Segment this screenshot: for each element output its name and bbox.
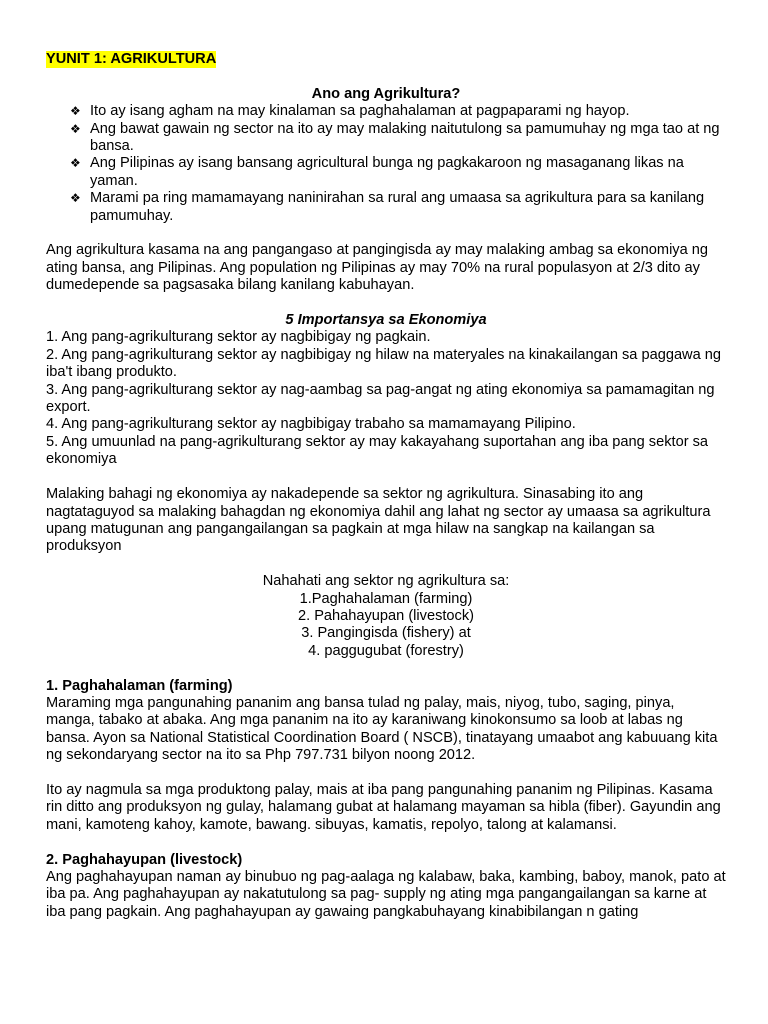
list-item: 1. Ang pang-agrikulturang sektor ay nagbibigay ng pagkain. bbox=[46, 329, 431, 346]
section-heading-ano-ang-agrikultura: Ano ang Agrikultura? bbox=[311, 85, 461, 102]
list-item: 5. Ang umuunlad na pang-agrikulturang sektor ay may kakayahang suportahan ang iba pang sektor sa ekonomiya bbox=[46, 433, 709, 468]
division-block bbox=[46, 573, 726, 660]
paragraph-livestock: Ang paghahayupan naman ay binubuo ng pag-aalaga ng kalabaw, baka, kambing, baboy, manok, pato at iba pa. Ang paghahayupan ay nakatutulong sa pag- supply ng ating mga pangangailangan sa karne at iba pang pagkain. Ang paghahayupan ay gawaing pangkabuhayang kinabibilangan n gating bbox=[46, 868, 726, 920]
bullet-text: Ito ay isang agham na may kinalaman sa paghahalaman at pagpaparami ng hayop. bbox=[90, 103, 630, 120]
section-heading-importansya: 5 Importansya sa Ekonomiya bbox=[285, 312, 487, 329]
bullet-text: Ang Pilipinas ay isang bansang agricultural bunga ng pagkakaroon ng masaganang likas na yaman. bbox=[90, 155, 684, 189]
spacer bbox=[46, 68, 726, 85]
unit-title: YUNIT 1: AGRIKULTURA bbox=[46, 51, 217, 67]
section-heading-farming: 1. Paghahalaman (farming) bbox=[46, 677, 233, 694]
document-page bbox=[46, 51, 726, 921]
spacer bbox=[46, 660, 726, 677]
division-item: 1.Paghahalaman (farming) bbox=[299, 590, 473, 607]
spacer bbox=[46, 295, 726, 312]
unit-title-line bbox=[46, 51, 726, 68]
section-heading-livestock: 2. Paghahayupan (livestock) bbox=[46, 851, 243, 868]
diamond-bullet-icon: ❖ bbox=[70, 156, 81, 171]
division-intro: Nahahati ang sektor ng agrikultura sa: bbox=[262, 573, 510, 590]
division-item: 2. Pahahayupan (livestock) bbox=[297, 607, 475, 624]
list-item: 4. Ang pang-agrikulturang sektor ay nagbibigay trabaho sa mamamayang Pilipino. bbox=[46, 416, 576, 433]
bullet-item bbox=[46, 103, 726, 120]
agrikultura-bullet-list bbox=[46, 103, 726, 225]
bullet-text: Ang bawat gawain ng sector na ito ay may malaking naitutulong sa pamumuhay ng mga tao at ng bansa. bbox=[90, 120, 720, 155]
paragraph-farming-1: Maraming mga pangunahing pananim ang bansa tulad ng palay, mais, niyog, tubo, saging, pinya, manga, tabako at abaka. Ang mga pananim na ito ay karaniwang kinokonsumo sa loob at labas ng bansa. Ayon sa National Statistical Coordination Board ( NSCB), tinatayang umaabot ang kabuuang kita ng sekondaryang sector na ito sa Php 797.731 bilyon noong 2012. bbox=[46, 694, 718, 764]
paragraph-farming-2: Ito ay nagmula sa mga produktong palay, mais at iba pang pangunahing pananim ng Pilipinas. Kasama rin ditto ang produksyon ng gulay, halamang gubat at halamang mayaman sa hibla (fiber). Gayundin ang mani, kamoteng kahoy, kamote, bawang. sibuyas, kamatis, repolyo, talong at kalamansi. bbox=[46, 781, 721, 833]
bullet-text: Marami pa ring mamamayang naninirahan sa rural ang umaasa sa agrikultura para sa kanilang pamumuhay. bbox=[90, 190, 705, 224]
paragraph-agrikultura-ambag: Ang agrikultura kasama na ang pangangaso at pangingisda ay may malaking ambag sa ekonomiya ng ating bansa, ang Pilipinas. Ang population ng Pilipinas ay may 70% na rural populasyon at 2/3 dito ay dumedepende sa pagsasaka bilang kanilang kabuhayan. bbox=[46, 242, 709, 294]
diamond-bullet-icon: ❖ bbox=[70, 191, 81, 206]
bullet-item bbox=[46, 121, 726, 156]
spacer bbox=[46, 469, 726, 486]
diamond-bullet-icon: ❖ bbox=[70, 104, 81, 119]
bullet-item bbox=[46, 190, 726, 225]
paragraph-malaking-bahagi: Malaking bahagi ng ekonomiya ay nakadepende sa sektor ng agrikultura. Sinasabing ito ang nagtataguyod sa malaking bahagdan ng ekonomiya dahil ang lahat ng sector ay umaasa sa agrikultura upang matugunan ang pangangailangan sa pagkain at mga hilaw na sangkap na kailangan sa produksyon bbox=[46, 486, 711, 555]
diamond-bullet-icon: ❖ bbox=[70, 121, 81, 136]
division-item: 3. Pangingisda (fishery) at bbox=[301, 625, 471, 642]
bullet-item bbox=[46, 155, 726, 190]
spacer bbox=[46, 556, 726, 573]
list-item: 3. Ang pang-agrikulturang sektor ay nag-aambag sa pag-angat ng ating ekonomiya sa pamamagitan ng export. bbox=[46, 381, 715, 416]
division-item: 4. paggugubat (forestry) bbox=[308, 642, 464, 659]
list-item: 2. Ang pang-agrikulturang sektor ay nagbibigay ng hilaw na materyales na kinakailangan sa paggawa ng iba't ibang produkto. bbox=[46, 346, 722, 381]
spacer bbox=[46, 225, 726, 242]
spacer bbox=[46, 834, 726, 851]
spacer bbox=[46, 765, 726, 782]
importansya-list bbox=[46, 329, 726, 468]
